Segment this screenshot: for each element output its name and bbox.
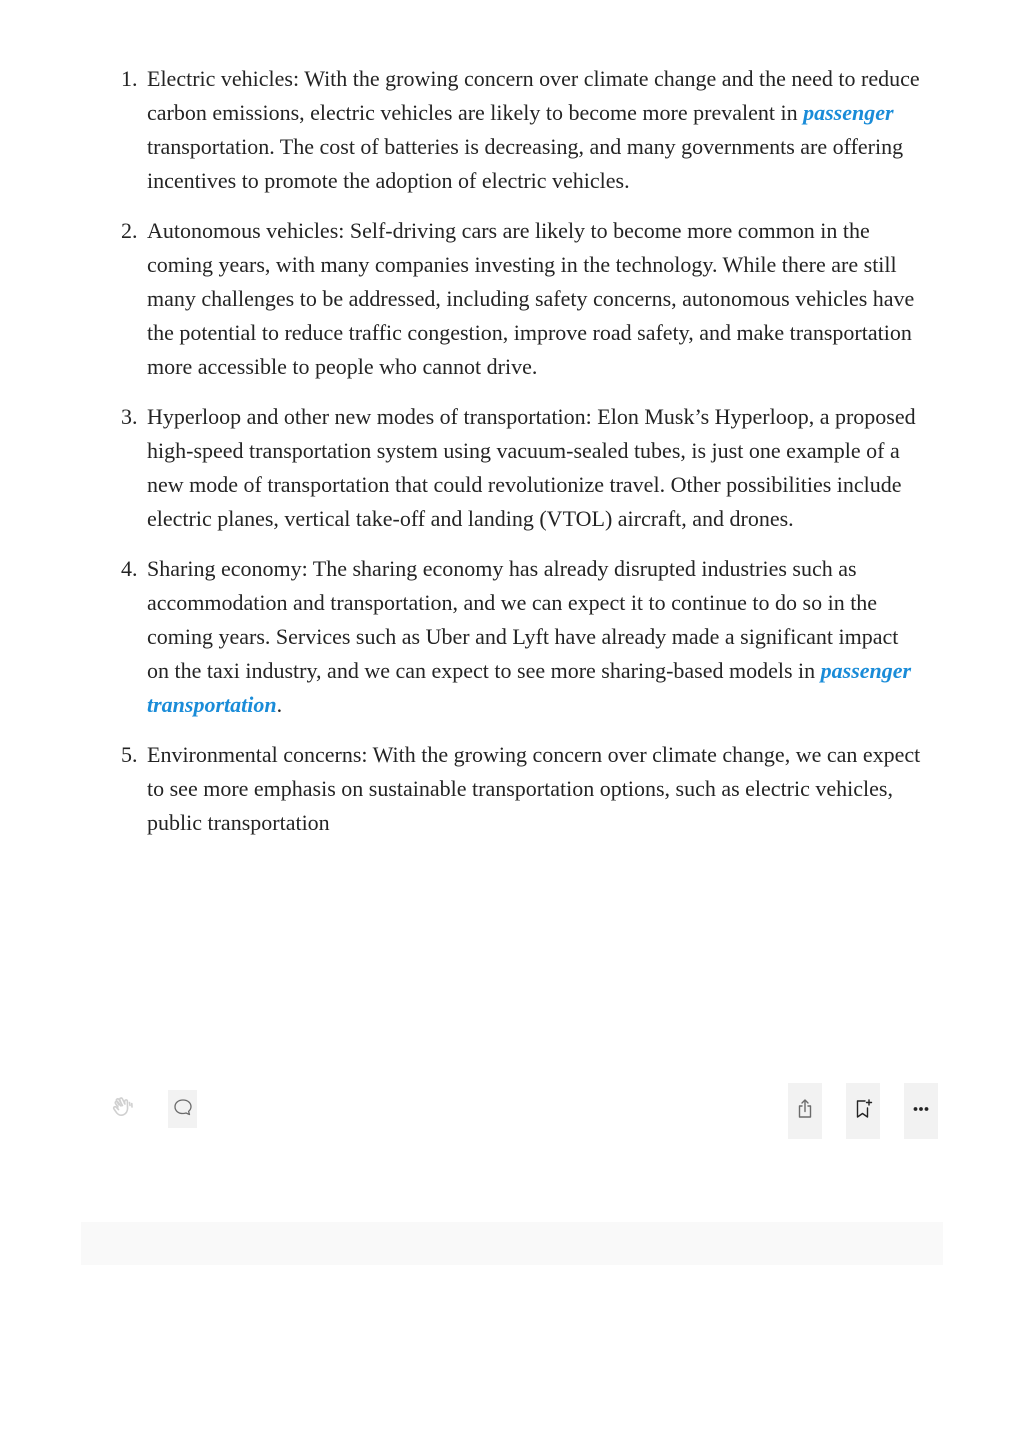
clap-icon[interactable] <box>110 1093 138 1121</box>
list-number: 4. <box>121 556 138 581</box>
text-run: Electric vehicles: With the growing concern over climate change and the need to reduce carbon emissions, electric vehicles are likely to become more prevalent in <box>147 66 920 125</box>
footer-band <box>81 1222 943 1265</box>
bookmark-add-icon <box>851 1097 875 1125</box>
inline-link[interactable]: passenger <box>803 100 894 125</box>
more-icon <box>909 1097 933 1125</box>
text-run: Autonomous vehicles: Self-driving cars are likely to become more common in the coming years, with many companies investing in the technology. While there are still many challenges to be addressed, including safety concerns, autonomous vehicles have the potential to reduce traffic congestion, improve road safety, and make transportation more accessible to people who cannot drive. <box>147 218 915 379</box>
comment-button[interactable] <box>168 1090 197 1128</box>
text-run: . <box>276 692 283 717</box>
share-icon <box>793 1097 817 1125</box>
list-text <box>147 552 921 722</box>
numbered-list <box>121 62 921 840</box>
list-number: 3. <box>121 404 138 429</box>
list-item <box>121 400 921 536</box>
comment-icon <box>172 1096 194 1122</box>
text-run: Sharing economy: The sharing economy has already disrupted industries such as accommodation and transportation, and we can expect it to continue to do so in the coming years. Services such as Uber and Lyft have already made a significant impact on the taxi industry, and we can expect to see more sharing-based models in <box>147 556 899 683</box>
save-button[interactable] <box>846 1083 880 1139</box>
list-text <box>147 738 921 840</box>
text-run: Hyperloop and other new modes of transportation: Elon Musk’s Hyperloop, a proposed high-speed transportation system using vacuum-sealed tubes, is just one example of a new mode of transportation that could revolutionize travel. Other possibilities include electric planes, vertical take-off and landing (VTOL) aircraft, and drones. <box>147 404 916 531</box>
article-body <box>121 62 921 856</box>
list-text <box>147 400 921 536</box>
list-item <box>121 552 921 722</box>
list-item <box>121 214 921 384</box>
list-item <box>121 738 921 840</box>
list-number: 1. <box>121 66 138 91</box>
share-button[interactable] <box>788 1083 822 1139</box>
inline-link[interactable]: passenger transportation <box>147 658 912 717</box>
list-text <box>147 62 921 198</box>
text-run: transportation. The cost of batteries is decreasing, and many governments are offering incentives to promote the adoption of electric vehicles. <box>147 134 904 193</box>
text-run: Environmental concerns: With the growing concern over climate change, we can expect to see more emphasis on sustainable transportation options, such as electric vehicles, public transportation <box>147 742 921 835</box>
list-number: 5. <box>121 742 138 767</box>
list-item <box>121 62 921 198</box>
more-options-button[interactable] <box>904 1083 938 1139</box>
action-bar <box>110 1083 938 1139</box>
list-number: 2. <box>121 218 138 243</box>
list-text <box>147 214 921 384</box>
